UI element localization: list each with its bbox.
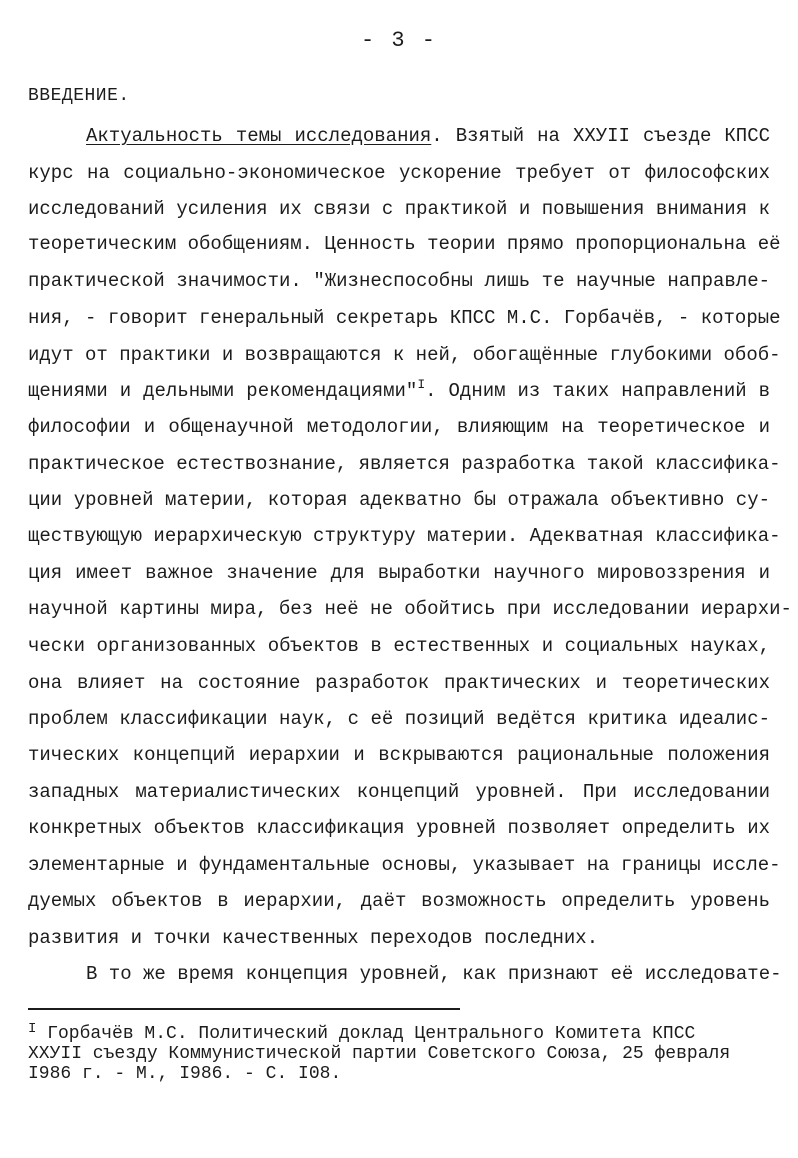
quote-end: щениями и дельными рекомендациями" (28, 380, 418, 402)
footnote-reference: I (417, 377, 426, 392)
body-line-2: курс на социально-экономическое ускорение требует от философских (28, 162, 770, 184)
body-line-17: проблем классификации наук, с её позиций ведётся критика идеалис- (28, 708, 770, 730)
body-line-20: конкретных объектов классификация уровней позволяет определить их (28, 817, 770, 839)
body-line-9: философии и общенаучной методологии, влияющим на теоретическое и (28, 416, 770, 438)
body-line-13: ция имеет важное значение для выработки научного мировоззрения и (28, 562, 770, 584)
body-line-6: ния, - говорит генеральный секретарь КПСС М.С. Горбачёв, - которые (28, 307, 781, 329)
footnote-line-3: I986 г. - М., I986. - С. I08. (28, 1064, 342, 1084)
body-line-19: западных материалистических концепций уровней. При исследовании (28, 781, 770, 803)
body-line-7: идут от практики и возвращаются к ней, обогащённые глубокими обоб- (28, 344, 781, 366)
body-line-5: практической значимости. "Жизнеспособны лишь те научные направле- (28, 270, 770, 292)
body-line-23: развития и точки качественных переходов последних. (28, 927, 599, 949)
body-line-12: ществующую иерархическую структуру материи. Адекватная классифика- (28, 525, 781, 547)
topic-relevance-heading: Актуальность темы исследования (86, 125, 432, 147)
footnote-separator (28, 1008, 460, 1010)
body-line-10: практическое естествознание, является разработка такой классифика- (28, 453, 781, 475)
footnote-text-1: Горбачёв М.С. Политический доклад Центрального Комитета КПСС (36, 1024, 696, 1044)
body-line-22: дуемых объектов в иерархии, даёт возможность определить уровень (28, 890, 770, 912)
page-number: - 3 - (360, 28, 437, 53)
body-line-11: ции уровней материи, которая адекватно бы отражала объективно су- (28, 489, 770, 511)
body-line-15: чески организованных объектов в естественных и социальных науках, (28, 635, 770, 657)
body-line-1-rest: . Взятый на ХХУII съезде КПСС (431, 125, 770, 147)
section-heading: ВВЕДЕНИЕ. (28, 86, 130, 106)
body-line-1 (28, 124, 770, 148)
footnote-mark: I (28, 1021, 37, 1037)
body-line-18: тических концепций иерархии и вскрываются рациональные положения (28, 744, 770, 766)
body-line-16: она влияет на состояние разработок практических и теоретических (28, 672, 770, 694)
footnote-line-2: ХХУII съезду Коммунистической партии Советского Союза, 25 февраля (28, 1044, 731, 1064)
body-line-4: теоретическим обобщениям. Ценность теории прямо пропорциональна её (28, 233, 781, 255)
body-line-8-rest: . Одним из таких направлений в (425, 380, 770, 402)
body-line-14: научной картины мира, без неё не обойтись при исследовании иерархи- (28, 598, 792, 620)
body-line-3: исследований усиления их связи с практикой и повышения внимания к (28, 198, 770, 220)
body-line-21: элементарные и фундаментальные основы, указывает на границы иссле- (28, 854, 781, 876)
footnote-line-1 (28, 1021, 770, 1044)
body-line-24: В то же время концепция уровней, как признают её исследовате- (86, 963, 782, 985)
body-line-8 (28, 379, 770, 403)
